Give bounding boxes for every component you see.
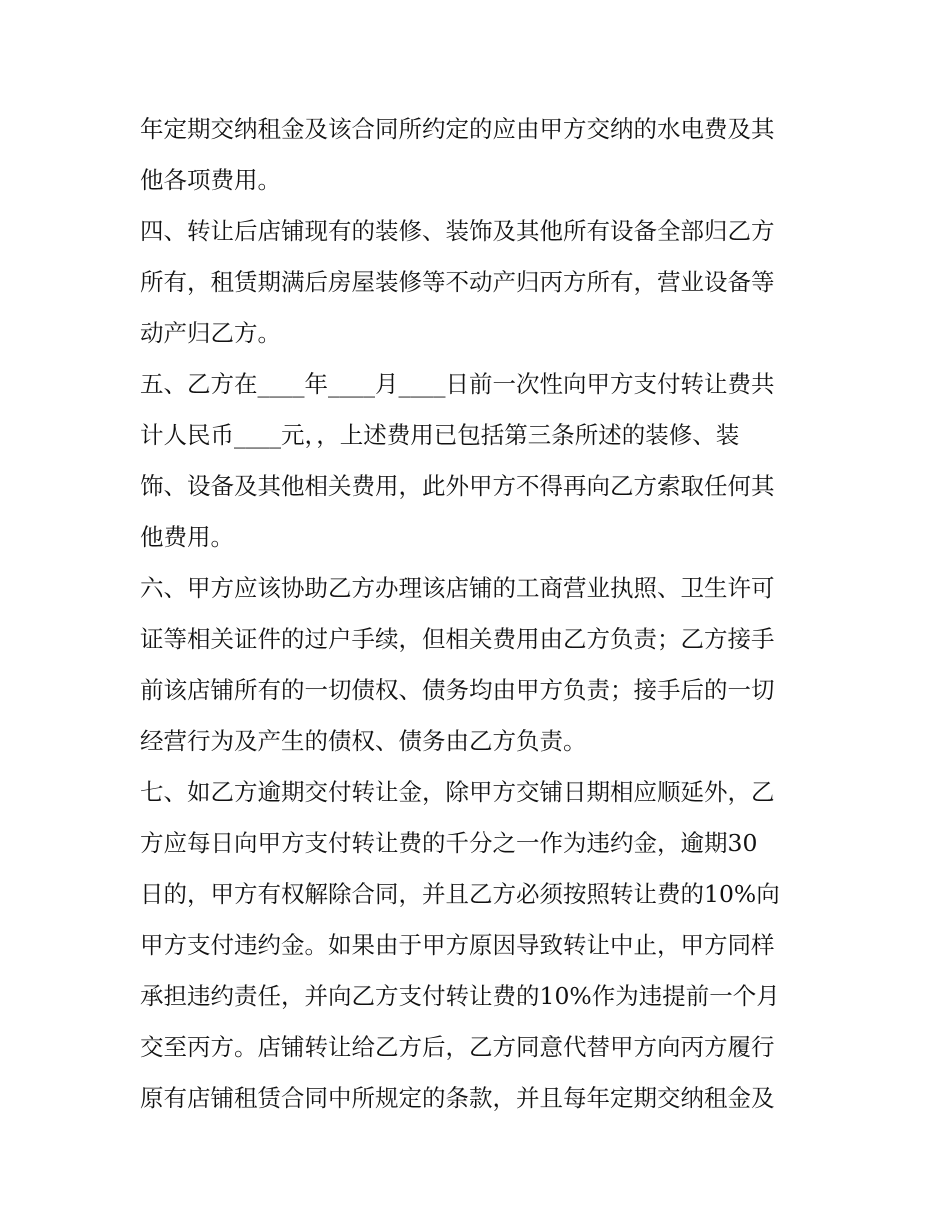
text-line: 经营行为及产生的债权、债务由乙方负责。 [140, 727, 587, 755]
text-line: 日的，甲方有权解除合同，并且乙方必须按照转让费的10%向 [140, 880, 780, 908]
text-line: 承担违约责任，并向乙方支付转让费的10%作为违提前一个月 [140, 982, 780, 1010]
text-line: 七、如乙方逾期交付转让金，除甲方交铺日期相应顺延外，乙 [140, 778, 775, 806]
text-line: 五、乙方在____年____月____日前一次性向甲方支付转让费共 [140, 370, 775, 398]
text-line: 他费用。 [140, 523, 234, 551]
text-line: 计人民币____元，，上述费用已包括第三条所述的装修、装 [140, 421, 740, 449]
text-line: 原有店铺租赁合同中所规定的条款，并且每年定期交纳租金及 [140, 1084, 775, 1112]
text-line: 四、转让后店铺现有的装修、装饰及其他所有设备全部归乙方 [140, 217, 775, 245]
text-line: 动产归乙方。 [140, 319, 281, 347]
text-line: 饰、设备及其他相关费用，此外甲方不得再向乙方索取任何其 [140, 472, 775, 500]
text-line: 交至丙方。店铺转让给乙方后，乙方同意代替甲方向丙方履行 [140, 1033, 775, 1061]
text-line: 前该店铺所有的一切债权、债务均由甲方负责；接手后的一切 [140, 676, 775, 704]
text-line: 甲方支付违约金。如果由于甲方原因导致转让中止，甲方同样 [140, 931, 775, 959]
text-line: 方应每日向甲方支付转让费的千分之一作为违约金，逾期30 [140, 829, 758, 857]
text-line: 他各项费用。 [140, 166, 281, 194]
text-line: 所有，租赁期满后房屋装修等不动产归丙方所有，营业设备等 [140, 268, 775, 296]
text-line: 年定期交纳租金及该合同所约定的应由甲方交纳的水电费及其 [140, 115, 775, 143]
text-line: 证等相关证件的过户手续，但相关费用由乙方负责；乙方接手 [140, 625, 775, 653]
text-line: 六、甲方应该协助乙方办理该店铺的工商营业执照、卫生许可 [140, 574, 775, 602]
